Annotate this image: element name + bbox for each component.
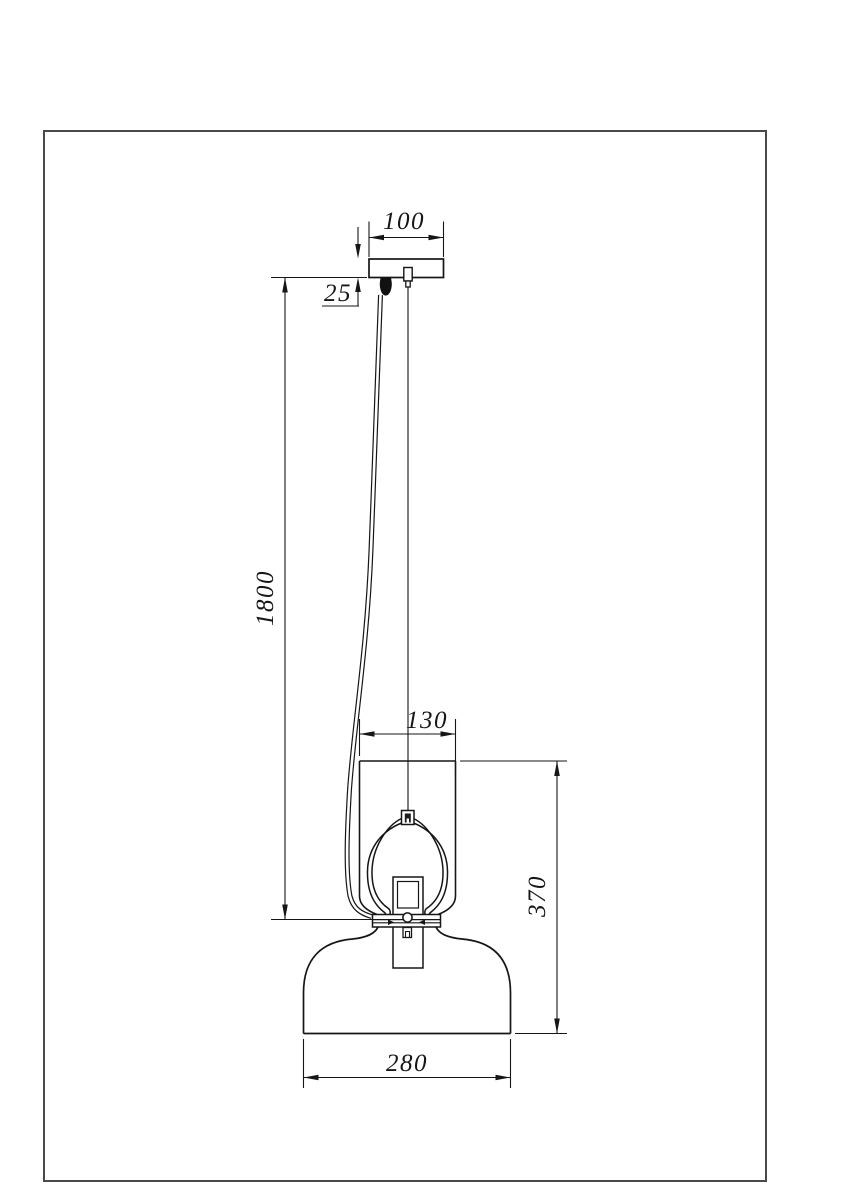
power-cord [347,295,380,917]
dim-label-canopy-height: 25 [324,280,352,307]
dim-label-shade-height: 370 [524,875,551,917]
dim-label-canopy-diameter: 100 [383,208,425,235]
dim-label-shade-diameter: 280 [386,1050,428,1077]
dim-suspension-length [271,278,372,920]
dim-label-shade-neck-diameter: 130 [406,707,448,734]
collar-ring [373,913,441,938]
dim-label-suspension-length: 1800 [252,570,279,626]
cable-gland [380,278,392,296]
